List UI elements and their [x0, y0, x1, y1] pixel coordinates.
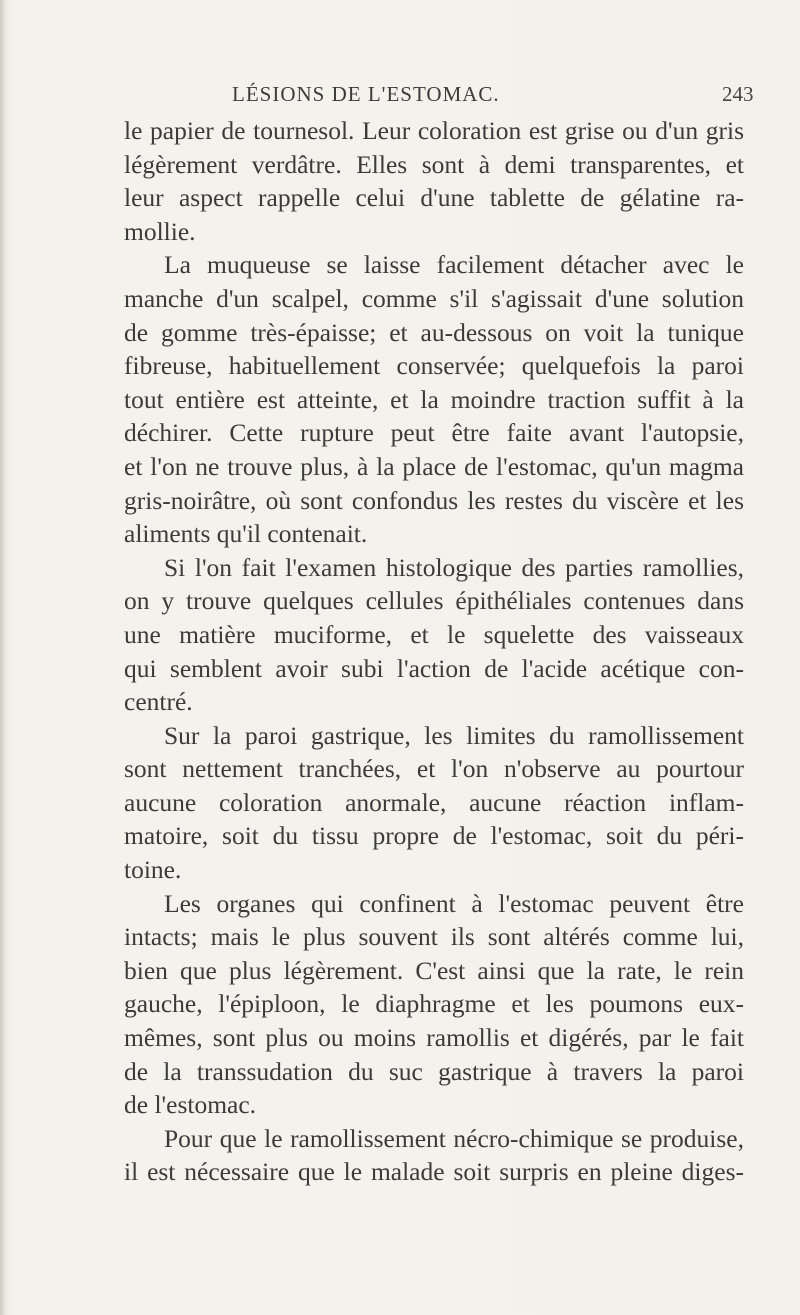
- text-line: qui semblent avoir subi l'action de l'acide acétique con-: [124, 653, 744, 683]
- text-line: une matière muciforme, et le squelette des vaisseaux: [124, 619, 744, 649]
- text-line: matoire, soit du tissu propre de l'estomac, soit du péri-: [124, 821, 744, 851]
- body-text: [124, 114, 744, 1189]
- text-line: fibreuse, habituellement conservée; quelquefois la paroi: [124, 351, 744, 381]
- text-line: leur aspect rappelle celui d'une tablette de gélatine ra-: [124, 183, 744, 213]
- running-title: LÉSIONS DE L'ESTOMAC.: [232, 82, 500, 106]
- text-line: aliments qu'il contenait.: [124, 519, 368, 549]
- text-line: sont nettement tranchées, et l'on n'observe au pourtour: [124, 754, 744, 784]
- text-line: toine.: [124, 855, 182, 885]
- text-line: intacts; mais le plus souvent ils sont altérés comme lui,: [124, 922, 744, 952]
- text-line: Sur la paroi gastrique, les limites du ramollissement: [164, 720, 744, 750]
- text-line: Les organes qui confinent à l'estomac peuvent être: [164, 888, 744, 918]
- text-line: de la transsudation du suc gastrique à travers la paroi: [124, 1056, 744, 1086]
- text-line: le papier de tournesol. Leur coloration est grise ou d'un gris: [124, 116, 744, 145]
- text-line: de gomme très-épaisse; et au-dessous on voit la tunique: [124, 317, 744, 347]
- text-line: on y trouve quelques cellules épithéliales contenues dans: [124, 586, 744, 616]
- text-line: tout entière est atteinte, et la moindre traction suffit à la: [124, 384, 744, 414]
- text-line: La muqueuse se laisse facilement détacher avec le: [164, 250, 744, 280]
- text-line: mollie.: [124, 216, 196, 246]
- text-line: légèrement verdâtre. Elles sont à demi transparentes, et: [124, 149, 744, 179]
- text-line: aucune coloration anormale, aucune réaction inflam-: [124, 787, 744, 817]
- text-line: centré.: [124, 687, 193, 717]
- text-line: manche d'un scalpel, comme s'il s'agissait d'une solution: [124, 283, 744, 313]
- text-line: gauche, l'épiploon, le diaphragme et les poumons eux-: [124, 989, 744, 1019]
- text-line: gris-noirâtre, où sont confondus les restes du viscère et les: [124, 485, 744, 515]
- text-line: bien que plus légèrement. C'est ainsi que la rate, le rein: [124, 955, 744, 985]
- page-binding-edge: [0, 0, 6, 1315]
- text-line: Pour que le ramollissement nécro-chimique se produise,: [164, 1123, 744, 1153]
- text-line: il est nécessaire que le malade soit surpris en pleine diges-: [124, 1157, 744, 1187]
- page-number: 243: [722, 82, 754, 106]
- running-head: [0, 82, 800, 108]
- text-line: et l'on ne trouve plus, à la place de l'estomac, qu'un magma: [124, 451, 744, 481]
- text-line: Si l'on fait l'examen histologique des parties ramollies,: [164, 552, 744, 582]
- text-line: déchirer. Cette rupture peut être faite avant l'autopsie,: [124, 418, 744, 448]
- text-line: de l'estomac.: [124, 1090, 257, 1120]
- text-line: mêmes, sont plus ou moins ramollis et digérés, par le fait: [124, 1023, 744, 1053]
